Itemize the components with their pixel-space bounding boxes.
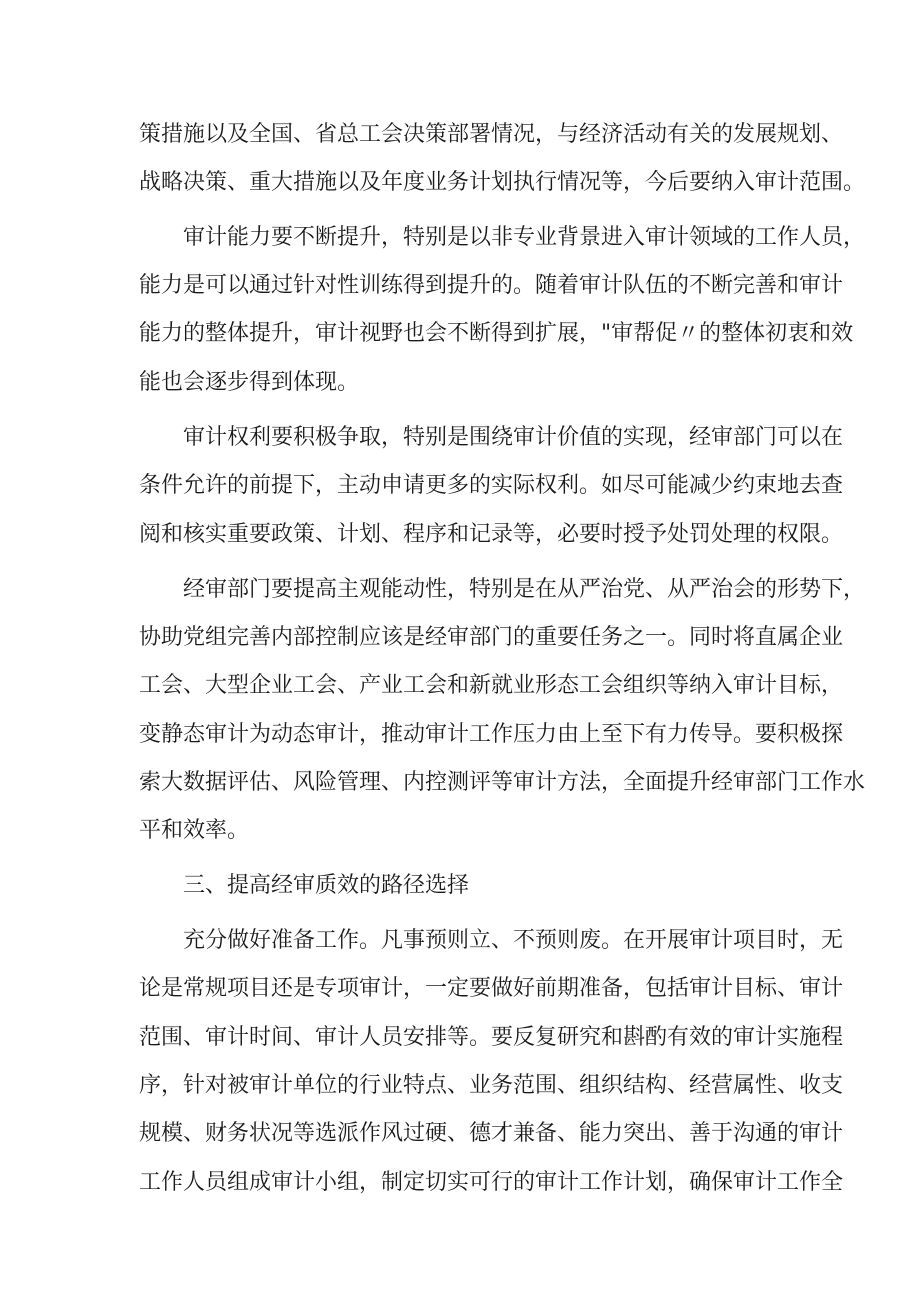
text-line: 战略决策、重大措施以及年度业务计划执行情况等，今后要纳入审计范围。 bbox=[139, 170, 866, 195]
text-line: 论是常规项目还是专项审计，一定要做好前期准备，包括审计目标、审计 bbox=[139, 976, 844, 1001]
text-line: 序，针对被审计单位的行业特点、业务范围、组织结构、经营属性、收支 bbox=[139, 1073, 844, 1098]
text-line: 工作人员组成审计小组，制定切实可行的审计工作计划，确保审计工作全 bbox=[139, 1170, 844, 1195]
paragraph-start-line: 充分做好准备工作。凡事预则立、不预则废。在开展审计项目时，无 bbox=[183, 928, 844, 953]
text-line: 条件允许的前提下，主动申请更多的实际权利。如尽可能减少约束地去查 bbox=[139, 473, 844, 498]
text-line: 变静态审计为动态审计，推动审计工作压力由上至下有力传导。要积极探 bbox=[139, 722, 844, 747]
text-line: 能力是可以通过针对性训练得到提升的。随着审计队伍的不断完善和审计 bbox=[139, 273, 844, 298]
paragraph-start-line: 审计能力要不断提升，特别是以非专业背景进入审计领域的工作人员， bbox=[183, 225, 866, 250]
text-line: 平和效率。 bbox=[139, 818, 250, 843]
text-line: 策措施以及全国、省总工会决策部署情况，与经济活动有关的发展规划、 bbox=[139, 122, 844, 147]
text-line: 范围、审计时间、审计人员安排等。要反复研究和斟酌有效的审计实施程 bbox=[139, 1025, 844, 1050]
text-line: 阅和核实重要政策、计划、程序和记录等，必要时授予处罚处理的权限。 bbox=[139, 522, 844, 547]
text-line: 协助党组完善内部控制应该是经审部门的重要任务之一。同时将直属企业 bbox=[139, 625, 844, 650]
text-line: 工会、大型企业工会、产业工会和新就业形态工会组织等纳入审计目标， bbox=[139, 673, 844, 698]
text-line: 规模、财务状况等选派作风过硬、德才兼备、能力突出、善于沟通的审计 bbox=[139, 1121, 844, 1146]
text-line: 能力的整体提升，审计视野也会不断得到扩展，"审帮促〃的整体初衷和效 bbox=[139, 321, 854, 346]
text-line: 索大数据评估、风险管理、内控测评等审计方法，全面提升经审部门工作水 bbox=[139, 770, 866, 795]
paragraph-start-line: 审计权利要积极争取，特别是围绕审计价值的实现，经审部门可以在 bbox=[183, 425, 844, 450]
text-line: 能也会逐步得到体现。 bbox=[139, 370, 360, 395]
paragraph-start-line: 经审部门要提高主观能动性，特别是在从严治党、从严治会的形势下， bbox=[183, 577, 866, 602]
section-heading: 三、提高经审质效的路径选择 bbox=[183, 873, 470, 898]
